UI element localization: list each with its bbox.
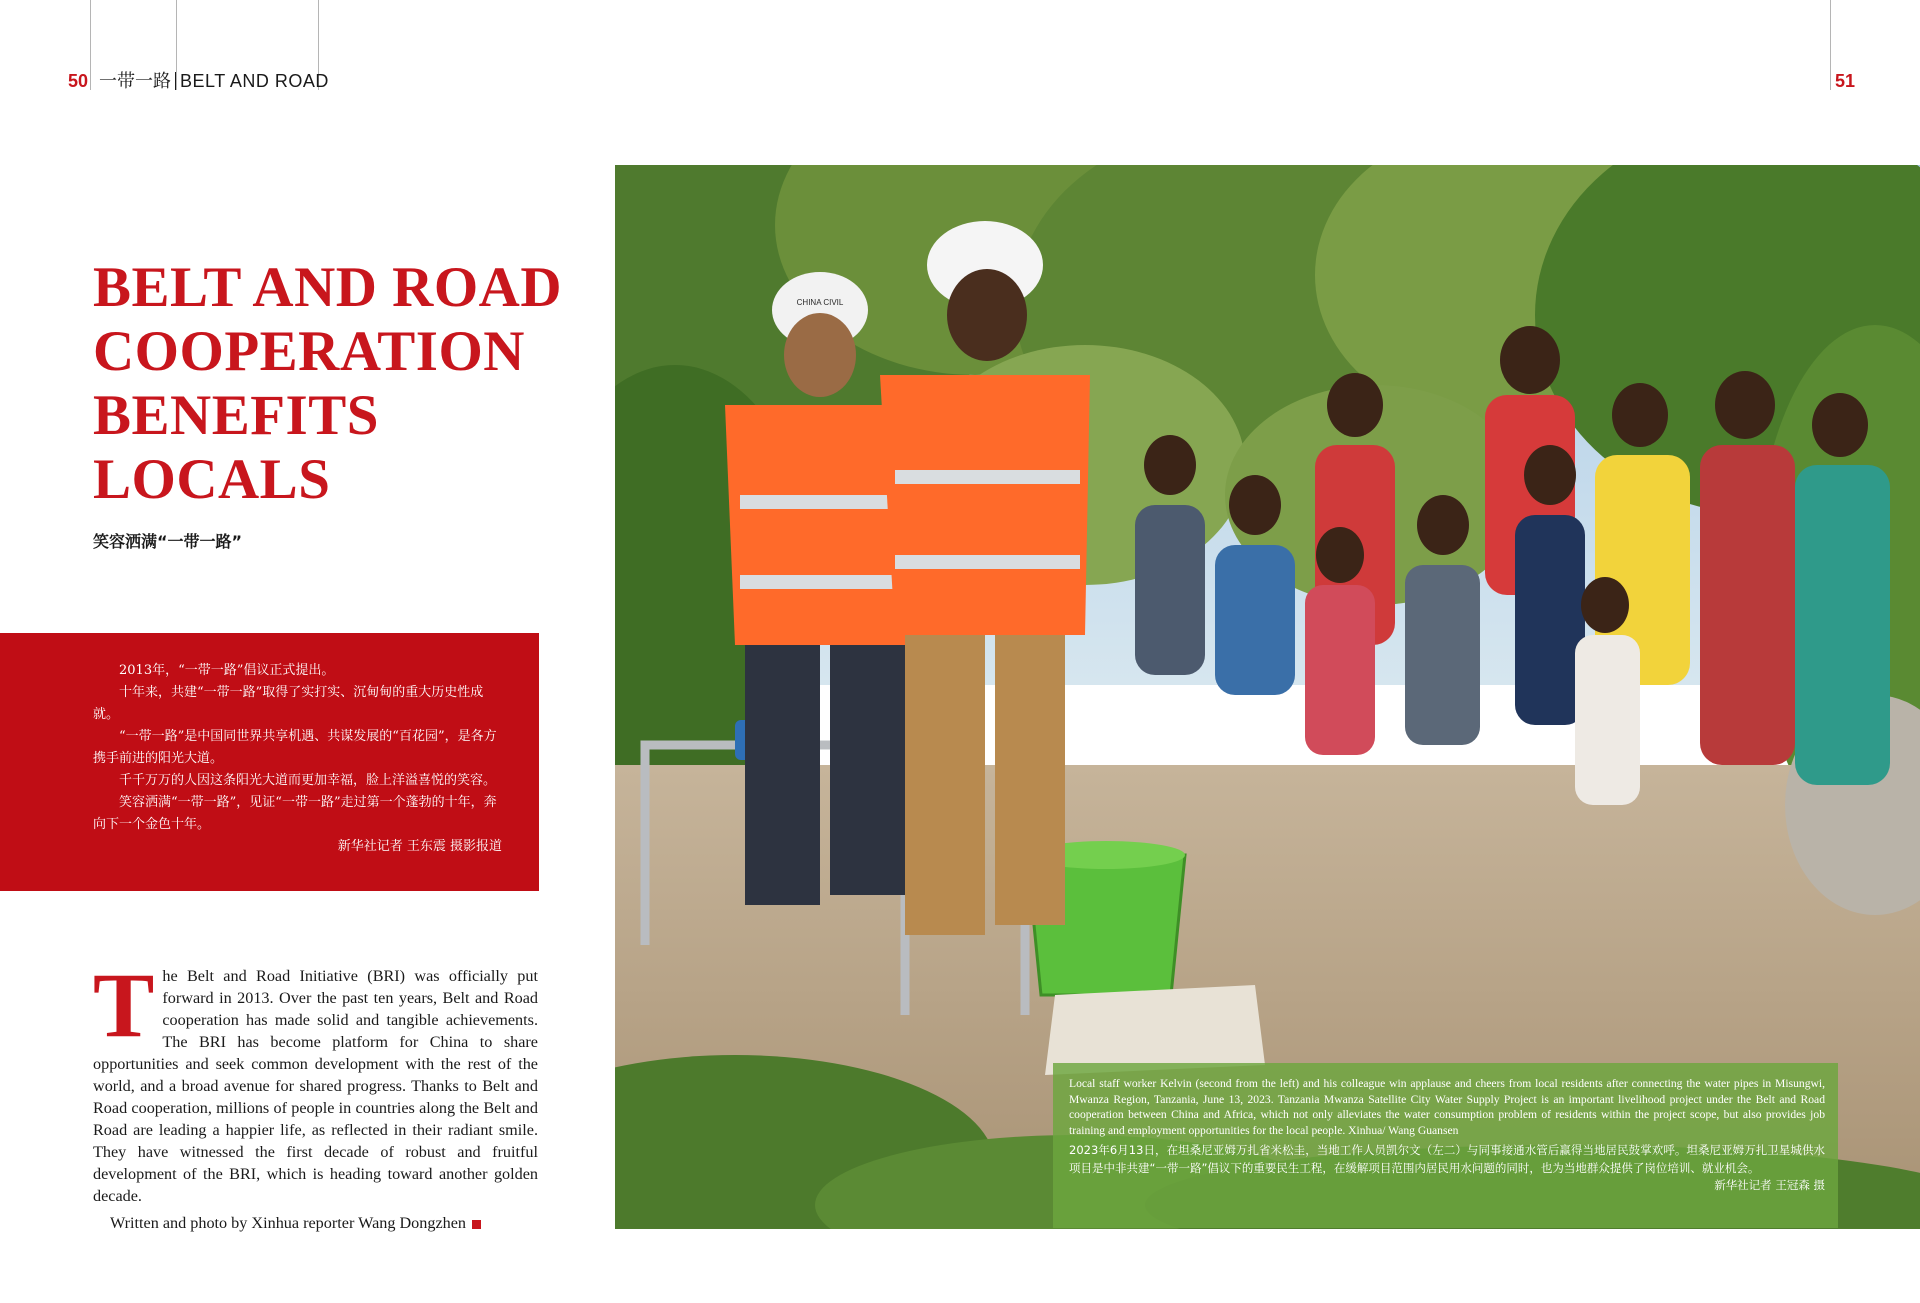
section-title-en: BELT AND ROAD: [180, 71, 329, 91]
sack: [1045, 985, 1265, 1075]
chinese-intro-box: [0, 633, 539, 891]
title-line-2: COOPERATION: [93, 320, 525, 383]
article-body: [93, 954, 538, 1207]
caption-english: Local staff worker Kelvin (second from the left) and his colleague win applause and cheers from local residents after connecting the water pipes in Misungwi, Mwanza Region, Tanzania, June 13, 2023. Tanzania Mwanza Satellite City Water Supply Project is an important livelihood project under the Belt and Road cooperation between China and Africa, which not only alleviates the water consumption problem of residents within the project scope, but also provides job training and employment opportunities for the local people. Xinhua/ Wang Guansen: [1069, 1077, 1825, 1137]
header-divider: [175, 72, 176, 90]
left-page-number: 50: [68, 71, 89, 91]
intro-paragraph: 2013年，“一带一路”倡议正式提出。: [119, 663, 335, 678]
photo-caption: [1053, 1063, 1838, 1228]
caption-chinese: 2023年6月13日，在坦桑尼亚姆万扎省米松圭，当地工作人员凯尔文（左二）与同事接通水管后赢得当地居民鼓掌欢呼。坦桑尼亚姆万扎卫星城供水项目是中非共建“一带一路”倡议下的重要民生工程，在缓解项目范围内居民用水问题的同时，也为当地群众提供了岗位培训、就业机会。: [1069, 1143, 1825, 1175]
intro-paragraph: 千千万万的人因这条阳光大道而更加幸福，脸上洋溢喜悦的笑容。: [119, 773, 497, 788]
body-paragraph: he Belt and Road Initiative (BRI) was officially put forward in 2013. Over the past ten years, Belt and Road cooperation has made solid and tangible achievements. The BRI has become platform for China to share opportunities and seek common development with the rest of the world, and a broad avenue for shared progress. Thanks to Belt and Road cooperation, millions of people in countries along the Belt and Road are leading a happier life, as reflected in their radiant smile. They have witnessed the first decade of robust and fruitful development of the BRI, which is heading toward another golden decade.: [93, 967, 538, 1205]
caption-credit-cn: 新华社记者 王冠森 摄: [1714, 1178, 1825, 1192]
helmet-logo-text: CHINA CIVIL: [796, 298, 844, 307]
intro-paragraph: 十年来，共建“一带一路”取得了实打实、沉甸甸的重大历史性成就。: [93, 685, 484, 722]
intro-paragraph: 笑容洒满“一带一路”，见证“一带一路”走过第一个蓬勃的十年，奔向下一个金色十年。: [93, 795, 497, 832]
article-credit: [110, 1212, 481, 1234]
intro-paragraph: “一带一路”是中国同世界共享机遇、共谋发展的“百花园”，是各方携手前进的阳光大道。: [93, 729, 497, 766]
header-rule-right: [1830, 0, 1831, 90]
credit-text: Written and photo by Xinhua reporter Wang Dongzhen: [110, 1214, 467, 1232]
article-title: [93, 256, 563, 512]
running-header-left: [68, 70, 329, 92]
title-line-1: BELT AND ROAD: [93, 256, 562, 319]
right-page-number: 51: [1835, 71, 1856, 91]
intro-byline: 新华社记者 王东震 摄影报道: [337, 839, 502, 854]
title-line-4: LOCALS: [93, 448, 331, 511]
end-mark-square: [472, 1220, 481, 1229]
drop-cap: T: [93, 954, 155, 1056]
title-line-3: BENEFITS: [93, 384, 379, 447]
article-subtitle-cn: 笑容洒满“一带一路”: [93, 532, 243, 551]
running-header-right: [1835, 70, 1855, 92]
section-title-cn: 一带一路: [99, 71, 172, 91]
